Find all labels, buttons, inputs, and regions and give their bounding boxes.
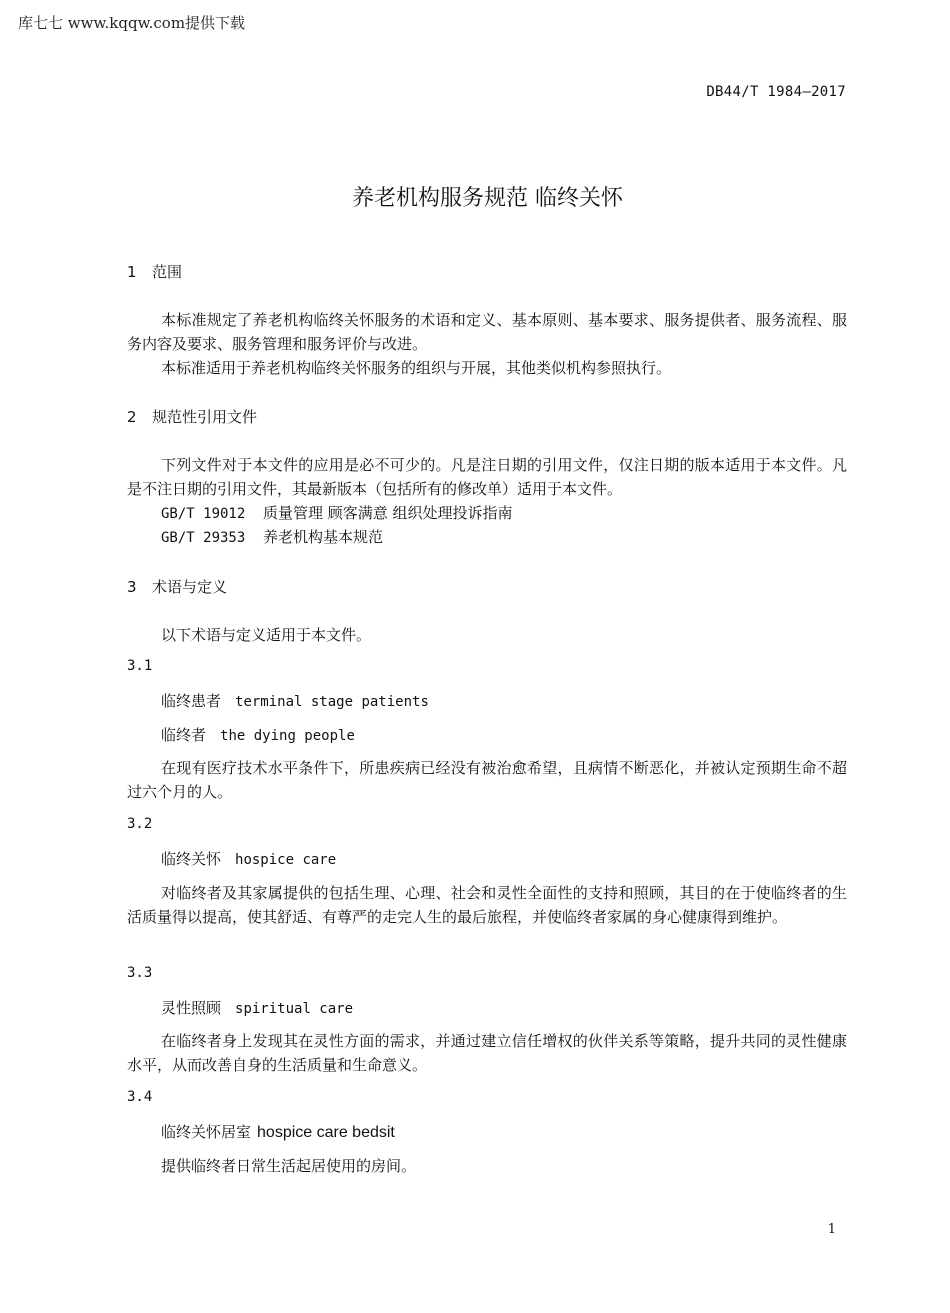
term-entry [161,848,336,869]
section-number: 1 [127,263,137,281]
term-definition: 在临终者身上发现其在灵性方面的需求，并通过建立信任增权的伙伴关系等策略，提升共同的灵性健康水平，从而改善自身的生活质量和生命意义。 [127,1032,847,1074]
watermark-text: 库七七 www.kqqw.com提供下载 [18,14,246,32]
clause-number: 3.2 [127,816,153,832]
reference-title: 养老机构基本规范 [263,528,384,546]
term-entry [161,997,353,1018]
section-title: 规范性引用文件 [152,408,258,426]
page-number: 1 [827,1222,836,1237]
reference-title: 质量管理 顾客满意 组织处理投诉指南 [263,504,513,522]
term-en: spiritual care [235,1001,354,1017]
term-en: terminal stage patients [235,694,429,710]
reference-code: GB/T 19012 [161,506,246,522]
section-3-intro: 以下术语与定义适用于本文件。 [161,626,372,644]
term-zh: 临终关怀居室 [161,1123,252,1141]
document-title: 养老机构服务规范 临终关怀 [352,186,623,211]
reference-item [161,502,513,523]
term-en: hospice care [235,852,337,868]
term-alt-zh: 临终者 [161,726,207,744]
section-number: 2 [127,408,137,426]
term-entry [161,1121,395,1142]
section-2-paragraph: 下列文件对于本文件的应用是必不可少的。凡是注日期的引用文件，仅注日期的版本适用于本文件。凡是不注日期的引用文件，其最新版本（包括所有的修改单）适用于本文件。 [127,456,847,498]
clause-number: 3.1 [127,658,153,674]
section-title: 范围 [152,263,183,281]
section-1-paragraph-1: 本标准规定了养老机构临终关怀服务的术语和定义、基本原则、基本要求、服务提供者、服务流程、服务内容及要求、服务管理和服务评价与改进。 [127,311,847,353]
section-2-heading [127,406,257,427]
clause-number: 3.4 [127,1089,153,1105]
term-definition: 在现有医疗技术水平条件下，所患疾病已经没有被治愈希望，且病情不断恶化，并被认定预期生命不超过六个月的人。 [127,759,847,801]
reference-code: GB/T 29353 [161,530,246,546]
term-alt-en: the dying people [220,728,355,744]
term-definition: 对临终者及其家属提供的包括生理、心理、社会和灵性全面性的支持和照顾，其目的在于使临终者的生活质量得以提高，使其舒适、有尊严的走完人生的最后旅程，并使临终者家属的身心健康得到维护。 [127,884,847,926]
section-1-paragraph-2: 本标准适用于养老机构临终关怀服务的组织与开展，其他类似机构参照执行。 [161,359,672,377]
term-en: hospice care bedsit [257,1124,395,1141]
term-zh: 临终关怀 [161,850,222,868]
reference-item [161,526,383,547]
term-entry [161,690,429,711]
term-definition: 提供临终者日常生活起居使用的房间。 [161,1157,417,1175]
clause-number: 3.3 [127,965,153,981]
term-alt-entry [161,724,355,745]
term-zh: 灵性照顾 [161,999,222,1017]
section-1-heading [127,261,182,282]
term-zh: 临终患者 [161,692,222,710]
standard-code: DB44/T 1984—2017 [706,84,846,100]
section-title: 术语与定义 [152,578,228,596]
section-3-heading [127,576,227,597]
section-number: 3 [127,578,137,596]
